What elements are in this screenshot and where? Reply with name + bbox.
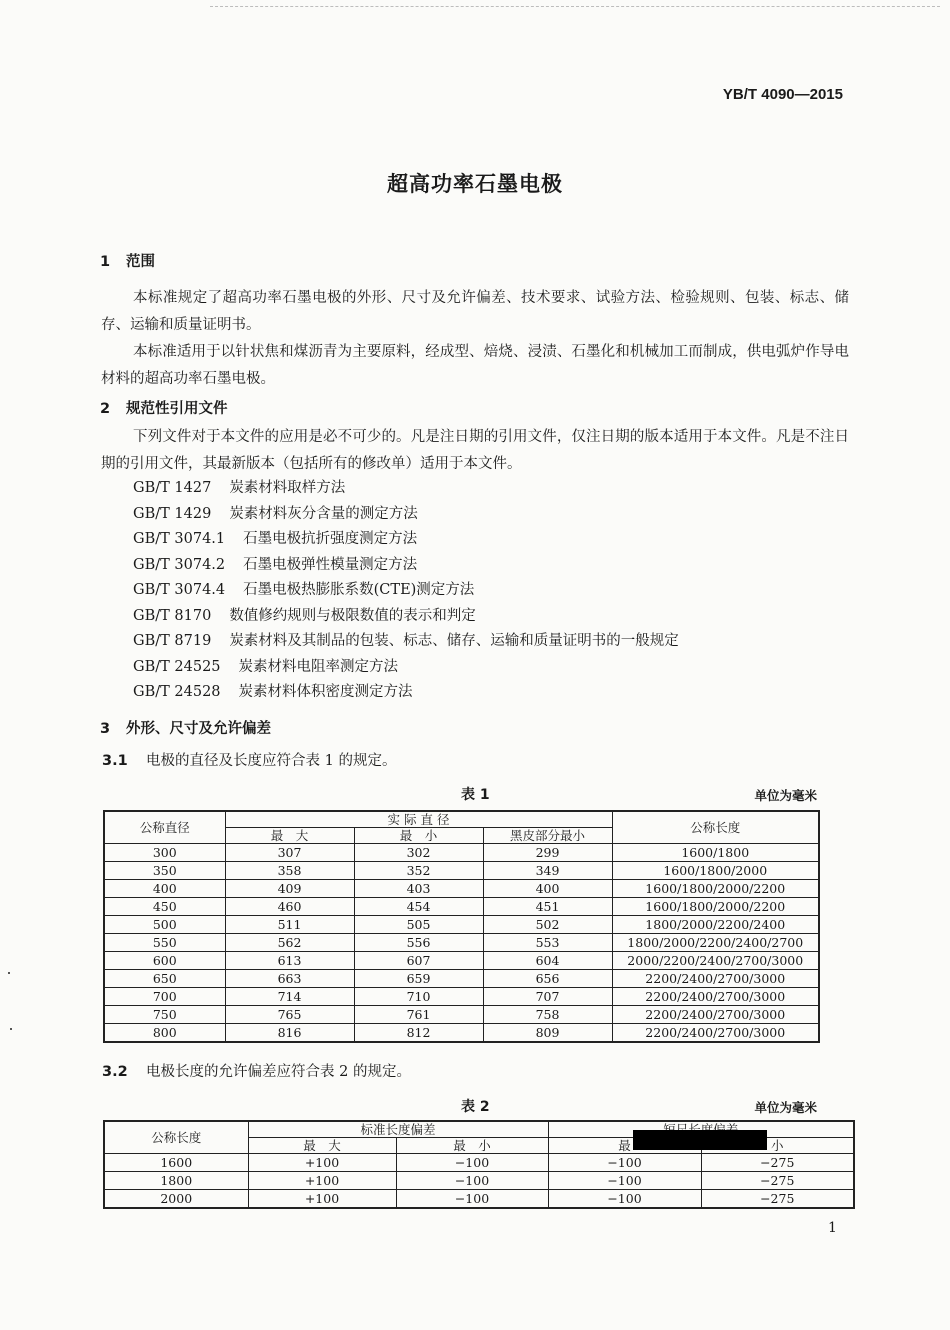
table-cell: 1800/2000/2200/2400/2700 <box>612 934 819 952</box>
table-cell: 1800/2000/2200/2400 <box>612 916 819 934</box>
table-row <box>104 934 819 952</box>
header-cell: 标准长度偏差 <box>248 1121 548 1138</box>
header-cell: 最 小 <box>396 1138 548 1154</box>
table-cell: 352 <box>354 862 483 880</box>
header-cell: 最 小 <box>354 828 483 844</box>
reference-title: 炭素材料体积密度测定方法 <box>238 684 413 700</box>
table2-caption: 表 2 <box>461 1099 490 1115</box>
table-cell: 613 <box>225 952 354 970</box>
section-title: 规范性引用文件 <box>126 401 228 417</box>
table-cell: 600 <box>104 952 225 970</box>
table-cell: 1600/1800/2000/2200 <box>612 880 819 898</box>
reference-item <box>133 476 679 502</box>
table-row <box>104 1172 854 1190</box>
table2-unit: 单位为毫米 <box>754 1100 817 1115</box>
table-cell: 358 <box>225 862 354 880</box>
reference-item <box>133 578 679 604</box>
reference-item <box>133 502 679 528</box>
section-title: 外形、尺寸及允许偏差 <box>126 721 271 737</box>
table-row <box>104 844 819 862</box>
table-cell: 451 <box>483 898 612 916</box>
table-cell: 607 <box>354 952 483 970</box>
table-cell: +100 <box>248 1172 396 1190</box>
table-cell: 765 <box>225 1006 354 1024</box>
scan-speck <box>10 1028 12 1030</box>
table-cell: 403 <box>354 880 483 898</box>
table-cell: 809 <box>483 1024 612 1043</box>
reference-item <box>133 629 679 655</box>
table-cell: 812 <box>354 1024 483 1043</box>
table-cell: 604 <box>483 952 612 970</box>
reference-code: GB/T 24525 <box>133 658 221 675</box>
subclause-text: 电极的直径及长度应符合表 1 的规定。 <box>146 753 397 769</box>
table1-body <box>104 844 819 1043</box>
table-row <box>104 970 819 988</box>
section-title: 范围 <box>126 254 155 270</box>
table-cell: 707 <box>483 988 612 1006</box>
reference-code: GB/T 8170 <box>133 607 212 624</box>
reference-code: GB/T 1429 <box>133 505 212 522</box>
table-cell: 2200/2400/2700/3000 <box>612 1006 819 1024</box>
table-cell: 550 <box>104 934 225 952</box>
table1 <box>103 810 820 1043</box>
header-cell: 公称直径 <box>104 811 225 844</box>
table-row <box>104 1154 854 1172</box>
table-cell: 1800 <box>104 1172 248 1190</box>
table-cell: 505 <box>354 916 483 934</box>
document-title: 超高功率石墨电极 <box>387 172 563 196</box>
table-cell: 409 <box>225 880 354 898</box>
table-row <box>104 1006 819 1024</box>
paragraph: 本标准规定了超高功率石墨电极的外形、尺寸及允许偏差、技术要求、试验方法、检验规则、包装、标志、储存、运输和质量证明书。 <box>101 290 849 333</box>
scope-text <box>101 285 849 393</box>
table-cell: 700 <box>104 988 225 1006</box>
paragraph: 本标准适用于以针状焦和煤沥青为主要原料，经成型、焙烧、浸渍、石墨化和机械加工而制成，供电弧炉作导电材料的超高功率石墨电极。 <box>101 344 849 387</box>
header-cell: 最 大 <box>248 1138 396 1154</box>
normative-intro <box>101 424 849 478</box>
table-cell: 800 <box>104 1024 225 1043</box>
table-cell: 511 <box>225 916 354 934</box>
table-cell: 710 <box>354 988 483 1006</box>
reference-title: 石墨电极热膨胀系数(CTE)测定方法 <box>243 582 475 598</box>
table-cell: 500 <box>104 916 225 934</box>
section-number: 1 <box>100 254 111 270</box>
table-cell: 349 <box>483 862 612 880</box>
table-row <box>104 862 819 880</box>
table-cell: +100 <box>248 1190 396 1209</box>
reference-title: 炭素材料电阻率测定方法 <box>238 658 399 675</box>
table-cell: 2200/2400/2700/3000 <box>612 970 819 988</box>
table-cell: −100 <box>396 1154 548 1172</box>
reference-item <box>133 527 679 553</box>
subclause-number: 3.2 <box>102 1064 128 1080</box>
header-cell: 黑皮部分最小 <box>483 828 612 844</box>
subclause-3-1 <box>102 749 396 770</box>
table-cell: 1600/1800/2000 <box>612 862 819 880</box>
page-number: 1 <box>828 1220 837 1236</box>
section-heading-3 <box>100 717 271 738</box>
reference-item <box>133 553 679 579</box>
header-cell: 最 <box>548 1138 701 1154</box>
table-cell: 450 <box>104 898 225 916</box>
table-cell: −100 <box>548 1190 701 1209</box>
reference-code: GB/T 3074.1 <box>133 531 226 547</box>
section-number: 3 <box>100 721 111 737</box>
table-row <box>104 916 819 934</box>
table-cell: −275 <box>701 1190 854 1209</box>
table-cell: −100 <box>548 1172 701 1190</box>
reference-title: 石墨电极抗折强度测定方法 <box>243 531 418 547</box>
table-cell: +100 <box>248 1154 396 1172</box>
section-number: 2 <box>100 401 111 417</box>
table-row <box>104 1190 854 1209</box>
reference-item <box>133 604 679 630</box>
table-cell: 1600 <box>104 1154 248 1172</box>
document-code: YB/T 4090—2015 <box>722 86 843 103</box>
reference-code: GB/T 3074.2 <box>133 556 226 573</box>
table-cell: 1600/1800/2000/2200 <box>612 898 819 916</box>
table-cell: 400 <box>483 880 612 898</box>
reference-title: 炭素材料取样方法 <box>229 480 346 496</box>
table-row <box>104 952 819 970</box>
table-cell: 553 <box>483 934 612 952</box>
table1-unit: 单位为毫米 <box>754 788 817 803</box>
table-cell: 714 <box>225 988 354 1006</box>
reference-code: GB/T 3074.4 <box>133 582 226 598</box>
table-cell: 300 <box>104 844 225 862</box>
subclause-number: 3.1 <box>102 753 128 769</box>
reference-code: GB/T 1427 <box>133 480 212 496</box>
redaction-box <box>633 1130 767 1150</box>
table-cell: 307 <box>225 844 354 862</box>
table-cell: 656 <box>483 970 612 988</box>
table-row <box>104 1024 819 1043</box>
table-cell: 454 <box>354 898 483 916</box>
table-cell: 663 <box>225 970 354 988</box>
header-cell: 公称长度 <box>104 1121 248 1154</box>
table-cell: 758 <box>483 1006 612 1024</box>
table-cell: 1600/1800 <box>612 844 819 862</box>
table-row <box>104 880 819 898</box>
table-cell: 562 <box>225 934 354 952</box>
table-cell: 400 <box>104 880 225 898</box>
header-cell: 最 大 <box>225 828 354 844</box>
reference-code: GB/T 24528 <box>133 684 221 700</box>
table-header-row <box>104 811 819 828</box>
table-cell: 299 <box>483 844 612 862</box>
table-cell: −275 <box>701 1154 854 1172</box>
table-cell: 659 <box>354 970 483 988</box>
table-row <box>104 898 819 916</box>
table-cell: 302 <box>354 844 483 862</box>
table-row <box>104 988 819 1006</box>
table-cell: 2000 <box>104 1190 248 1209</box>
table-cell: 502 <box>483 916 612 934</box>
table-cell: 460 <box>225 898 354 916</box>
reference-item <box>133 680 679 706</box>
reference-title: 数值修约规则与极限数值的表示和判定 <box>229 607 476 624</box>
subclause-text: 电极长度的允许偏差应符合表 2 的规定。 <box>146 1064 411 1080</box>
table-cell: −275 <box>701 1172 854 1190</box>
reference-title: 炭素材料及其制品的包装、标志、储存、运输和质量证明书的一般规定 <box>229 633 679 649</box>
table-cell: −100 <box>548 1154 701 1172</box>
table-cell: 750 <box>104 1006 225 1024</box>
table1-caption: 表 1 <box>461 787 490 803</box>
reference-item <box>133 655 679 681</box>
header-cell: 小 <box>701 1138 854 1154</box>
subclause-3-2 <box>102 1060 411 1081</box>
reference-title: 石墨电极弹性模量测定方法 <box>243 556 418 573</box>
table-cell: 2200/2400/2700/3000 <box>612 988 819 1006</box>
paragraph: 下列文件对于本文件的应用是必不可少的。凡是注日期的引用文件，仅注日期的版本适用于本文件。凡是不注日期的引用文件，其最新版本（包括所有的修改单）适用于本文件。 <box>101 429 849 472</box>
section-heading-2 <box>100 397 228 418</box>
scan-edge-line <box>210 6 940 7</box>
section-heading-1 <box>100 250 155 271</box>
table-cell: 2200/2400/2700/3000 <box>612 1024 819 1043</box>
header-cell: 公称长度 <box>612 811 819 844</box>
table-cell: 816 <box>225 1024 354 1043</box>
scan-speck <box>8 972 10 974</box>
table2-body <box>104 1154 854 1209</box>
reference-list <box>133 476 679 706</box>
table-cell: 2000/2200/2400/2700/3000 <box>612 952 819 970</box>
reference-code: GB/T 8719 <box>133 633 212 649</box>
header-cell: 实 际 直 径 <box>225 811 612 828</box>
reference-title: 炭素材料灰分含量的测定方法 <box>229 505 418 522</box>
table-cell: 650 <box>104 970 225 988</box>
table-cell: 350 <box>104 862 225 880</box>
table-cell: −100 <box>396 1172 548 1190</box>
table-cell: −100 <box>396 1190 548 1209</box>
table-cell: 761 <box>354 1006 483 1024</box>
table-cell: 556 <box>354 934 483 952</box>
